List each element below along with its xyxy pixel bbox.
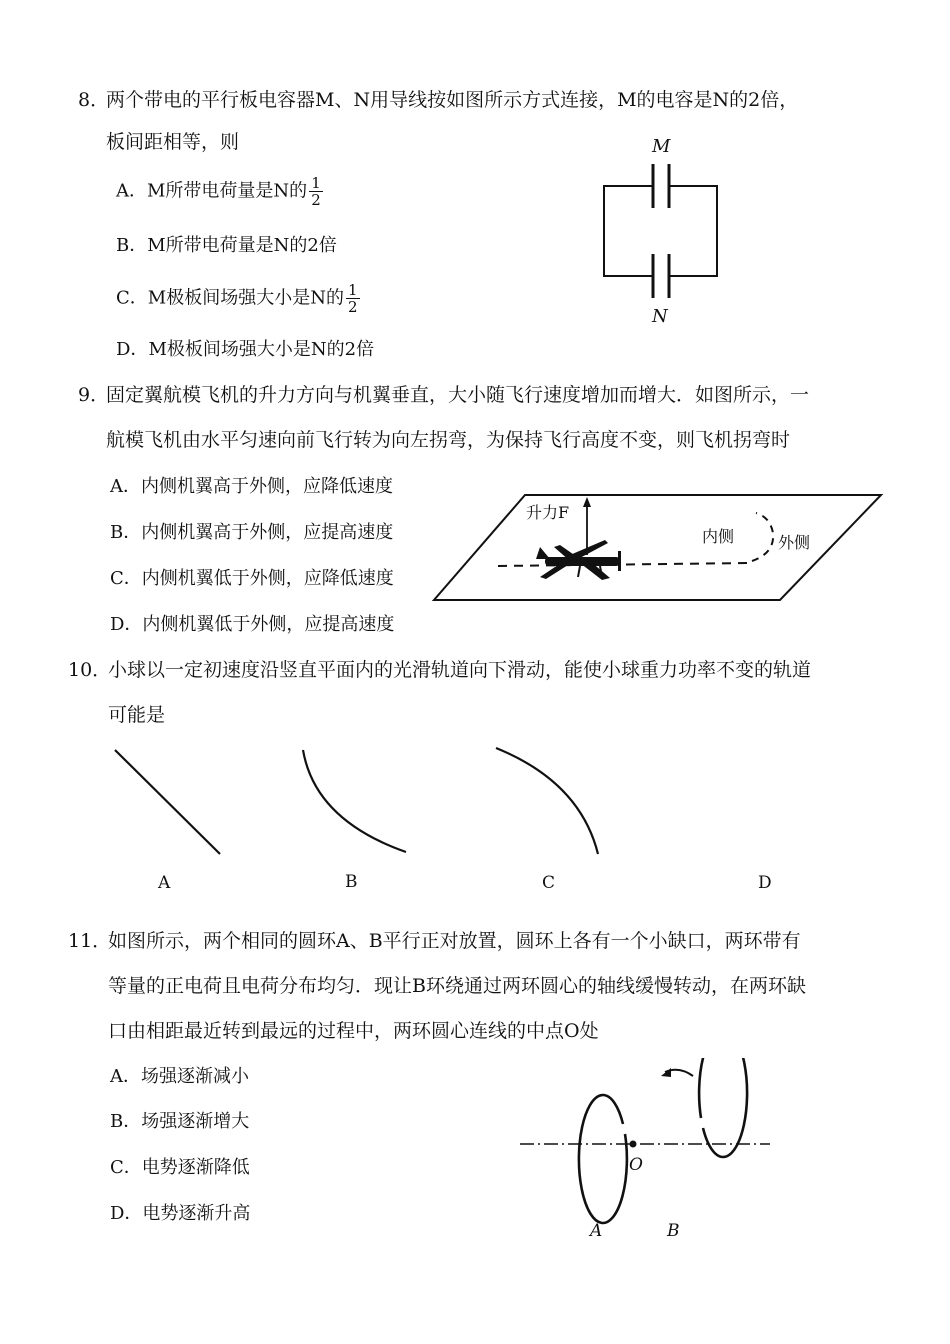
q11-stem-line3: 口由相距最近转到最远的过程中，两环圆心连线的中点O处: [108, 1020, 599, 1042]
q8-option-d: [116, 338, 374, 362]
q8-option-b: [116, 234, 337, 258]
q9-number: 9．: [78, 384, 110, 406]
q9-inner-label: 内侧: [702, 527, 735, 546]
q8-option-d-text: M极板间场强大小是N的2倍: [148, 339, 375, 360]
q9-option-b: B．内侧机翼高于外侧，应提高速度: [110, 522, 394, 543]
q11-stem-line2: 等量的正电荷且电荷分布均匀．现让B环绕通过两环圆心的轴线缓慢转动，在两环缺: [108, 975, 806, 997]
q11-center-point: [630, 1141, 637, 1148]
q9-ground-plane: [434, 495, 881, 600]
q10-track-b: [303, 750, 406, 852]
q10-label-d: D: [758, 873, 772, 893]
q8-option-c-numerator: 1: [347, 281, 358, 299]
q10-number: 10．: [68, 659, 112, 681]
q8-option-c-fraction: [346, 282, 360, 315]
q11-rotation-arrowhead: [661, 1068, 671, 1077]
q11-label-o: O: [629, 1155, 643, 1175]
q11-label-b: B: [667, 1221, 680, 1241]
q11-ring-b: [699, 1058, 747, 1157]
q11-rings-figure: [515, 1058, 775, 1248]
q8-option-c: [116, 282, 362, 315]
q8-capacitor-circuit-figure: [590, 130, 740, 330]
q8-option-c-label: C．: [116, 287, 148, 309]
q10-label-c: C: [542, 873, 556, 893]
q10-track-a: [115, 750, 220, 854]
q8-option-a-fraction: [309, 175, 323, 208]
q10-label-b: B: [345, 872, 358, 892]
q8-option-a-label: A．: [116, 180, 147, 202]
q8-option-b-label: B．: [116, 235, 148, 256]
q11-stem-line1: 如图所示，两个相同的圆环A、B平行正对放置，圆环上各有一个小缺口，两环带有: [108, 930, 801, 952]
q11-option-c: C．电势逐渐降低: [110, 1157, 250, 1178]
q8-stem-line1: 两个带电的平行板电容器M、N用导线按如图所示方式连接，M的电容是N的2倍，: [106, 89, 799, 111]
q9-airplane-turn-figure: [430, 485, 890, 605]
q8-figure-label-n: N: [652, 306, 668, 327]
q8-option-b-text: M所带电荷量是N的2倍: [147, 235, 337, 256]
q10-stem-line2: 可能是: [108, 704, 166, 726]
q10-track-c: [496, 748, 598, 854]
q9-option-c: C．内侧机翼低于外侧，应降低速度: [110, 568, 394, 589]
q11-option-b: B．场强逐渐增大: [110, 1111, 250, 1132]
q9-stem-line2: 航模飞机由水平匀速向前飞行转为向左拐弯，为保持飞行高度不变，则飞机拐弯时: [106, 429, 791, 451]
q8-stem-line2: 板间距相等，则: [106, 131, 240, 153]
q11-label-a: A: [590, 1221, 603, 1241]
q9-airplane-icon: [536, 540, 621, 580]
q11-option-d: D．电势逐渐升高: [110, 1203, 251, 1224]
q9-turn-path: [752, 513, 773, 561]
q8-number: 8．: [78, 89, 110, 111]
q9-option-a: A．内侧机翼高于外侧，应降低速度: [110, 476, 393, 497]
q8-option-a-denominator: 2: [311, 191, 321, 209]
q9-lift-label: 升力F: [526, 503, 570, 522]
q8-option-a-numerator: 1: [311, 174, 321, 192]
q8-option-a: [116, 175, 325, 208]
q11-number: 11．: [68, 930, 112, 952]
q9-lift-arrowhead: [583, 497, 591, 507]
q9-outer-label: 外侧: [778, 533, 811, 552]
q9-stem-line1: 固定翼航模飞机的升力方向与机翼垂直，大小随飞行速度增加而增大．如图所示，一: [106, 384, 810, 406]
q8-option-d-label: D．: [116, 339, 149, 360]
q8-figure-label-m: M: [652, 136, 671, 157]
q9-option-d: D．内侧机翼低于外侧，应提高速度: [110, 614, 395, 635]
q11-option-a: A．场强逐渐减小: [110, 1066, 249, 1087]
q10-track-options-figure: [100, 740, 820, 900]
q8-option-c-denominator: 2: [347, 298, 358, 316]
q8-option-a-text: M所带电荷量是N的: [147, 180, 308, 202]
q10-label-a: A: [158, 873, 171, 893]
q11-ring-a: [579, 1095, 627, 1223]
q8-option-c-text: M极板间场强大小是N的: [147, 287, 344, 309]
q9-flight-path: [498, 563, 750, 566]
q10-stem-line1: 小球以一定初速度沿竖直平面内的光滑轨道向下滑动，能使小球重力功率不变的轨道: [108, 659, 812, 681]
